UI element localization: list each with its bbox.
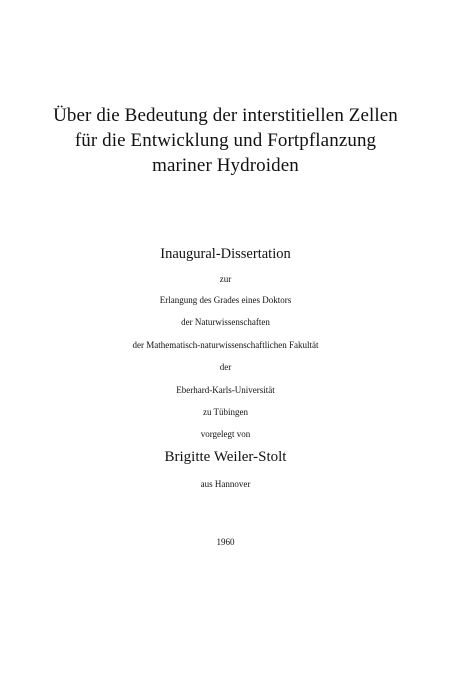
- title-line-1: Über die Bedeutung der interstitiellen Zellen: [53, 105, 398, 126]
- author-origin: aus Hannover: [200, 479, 251, 489]
- title-line-2: für die Entwicklung und Fortpflanzung: [74, 130, 377, 151]
- author-name: Brigitte Weiler-Stolt: [164, 449, 287, 465]
- dissertation-heading: Inaugural-Dissertation: [160, 246, 291, 262]
- dissertation-line-erlangung: Erlangung des Grades eines Doktors: [159, 295, 292, 305]
- dissertation-line-vorgelegt: vorgelegt von: [200, 429, 251, 439]
- dissertation-line-universitaet: Eberhard-Karls-Universität: [176, 385, 275, 395]
- dissertation-line-zur: zur: [219, 274, 232, 284]
- dissertation-line-tuebingen: zu Tübingen: [202, 407, 249, 417]
- dissertation-line-naturwissenschaften: der Naturwissenschaften: [181, 317, 270, 327]
- dissertation-line-der: der: [219, 362, 232, 372]
- title-line-3: mariner Hydroiden: [152, 155, 299, 176]
- dissertation-line-fakultaet: der Mathematisch-naturwissenschaftlichen Fakultät: [132, 340, 319, 350]
- publication-year: 1960: [216, 537, 235, 547]
